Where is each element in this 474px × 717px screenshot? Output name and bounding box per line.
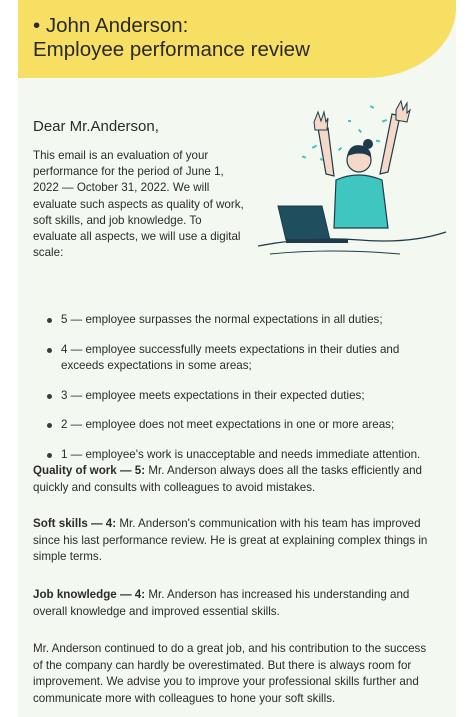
list-item: 3 — employee meets expectations in their expected duties;: [33, 388, 433, 405]
job-knowledge-label: Job knowledge — 4:: [33, 588, 146, 601]
soft-skills-label: Soft skills — 4:: [33, 517, 117, 530]
header-banner: [18, 0, 456, 78]
soft-skills-text: Mr. Anderson's communication with his team has improved since his last performance review. He is great at explaining complex things in simple terms.: [33, 517, 428, 563]
list-item: 2 — employee does not meet expectations in one or more areas;: [33, 417, 433, 434]
page-title: [18, 0, 456, 62]
closing-paragraph: Mr. Anderson continued to do a great job, and his contribution to the success of the company can hardly be overestimated. But there is always room for improvement. We advise you to improve your professional skills further and communicate more with colleagues to hone your soft skills.: [33, 642, 427, 705]
soft-skills-paragraph: [33, 516, 433, 566]
list-item: 5 — employee surpasses the normal expectations in all duties;: [33, 312, 433, 329]
quality-label: Quality of work — 5:: [33, 464, 146, 477]
job-knowledge-paragraph: [33, 587, 433, 620]
quality-of-work-paragraph: [33, 463, 433, 496]
rating-scale-list: [33, 312, 433, 476]
title-line-1: • John Anderson:: [33, 14, 189, 37]
quality-text: Mr. Anderson always does all the tasks efficiently and quickly and consults with colleagues to avoid mistakes.: [33, 464, 422, 494]
list-item: 4 — employee successfully meets expectations in their duties and exceeds expectations in some areas;: [33, 342, 433, 375]
intro-paragraph: This email is an evaluation of your performance for the period of June 1, 2022 — October 31, 2022. We will evaluate such aspects as quality of work, soft skills, and job knowledge. To evaluate all aspects, we will use a digital scale:: [33, 149, 244, 260]
title-line-2: Employee performance review: [33, 38, 310, 61]
job-knowledge-text: Mr. Anderson has increased his understanding and overall knowledge and improved essential skills.: [33, 588, 410, 618]
letter-content: [33, 118, 433, 705]
list-item: 1 — employee's work is unacceptable and needs immediate attention.: [33, 447, 433, 464]
greeting: Dear Mr.Anderson,: [33, 118, 159, 135]
